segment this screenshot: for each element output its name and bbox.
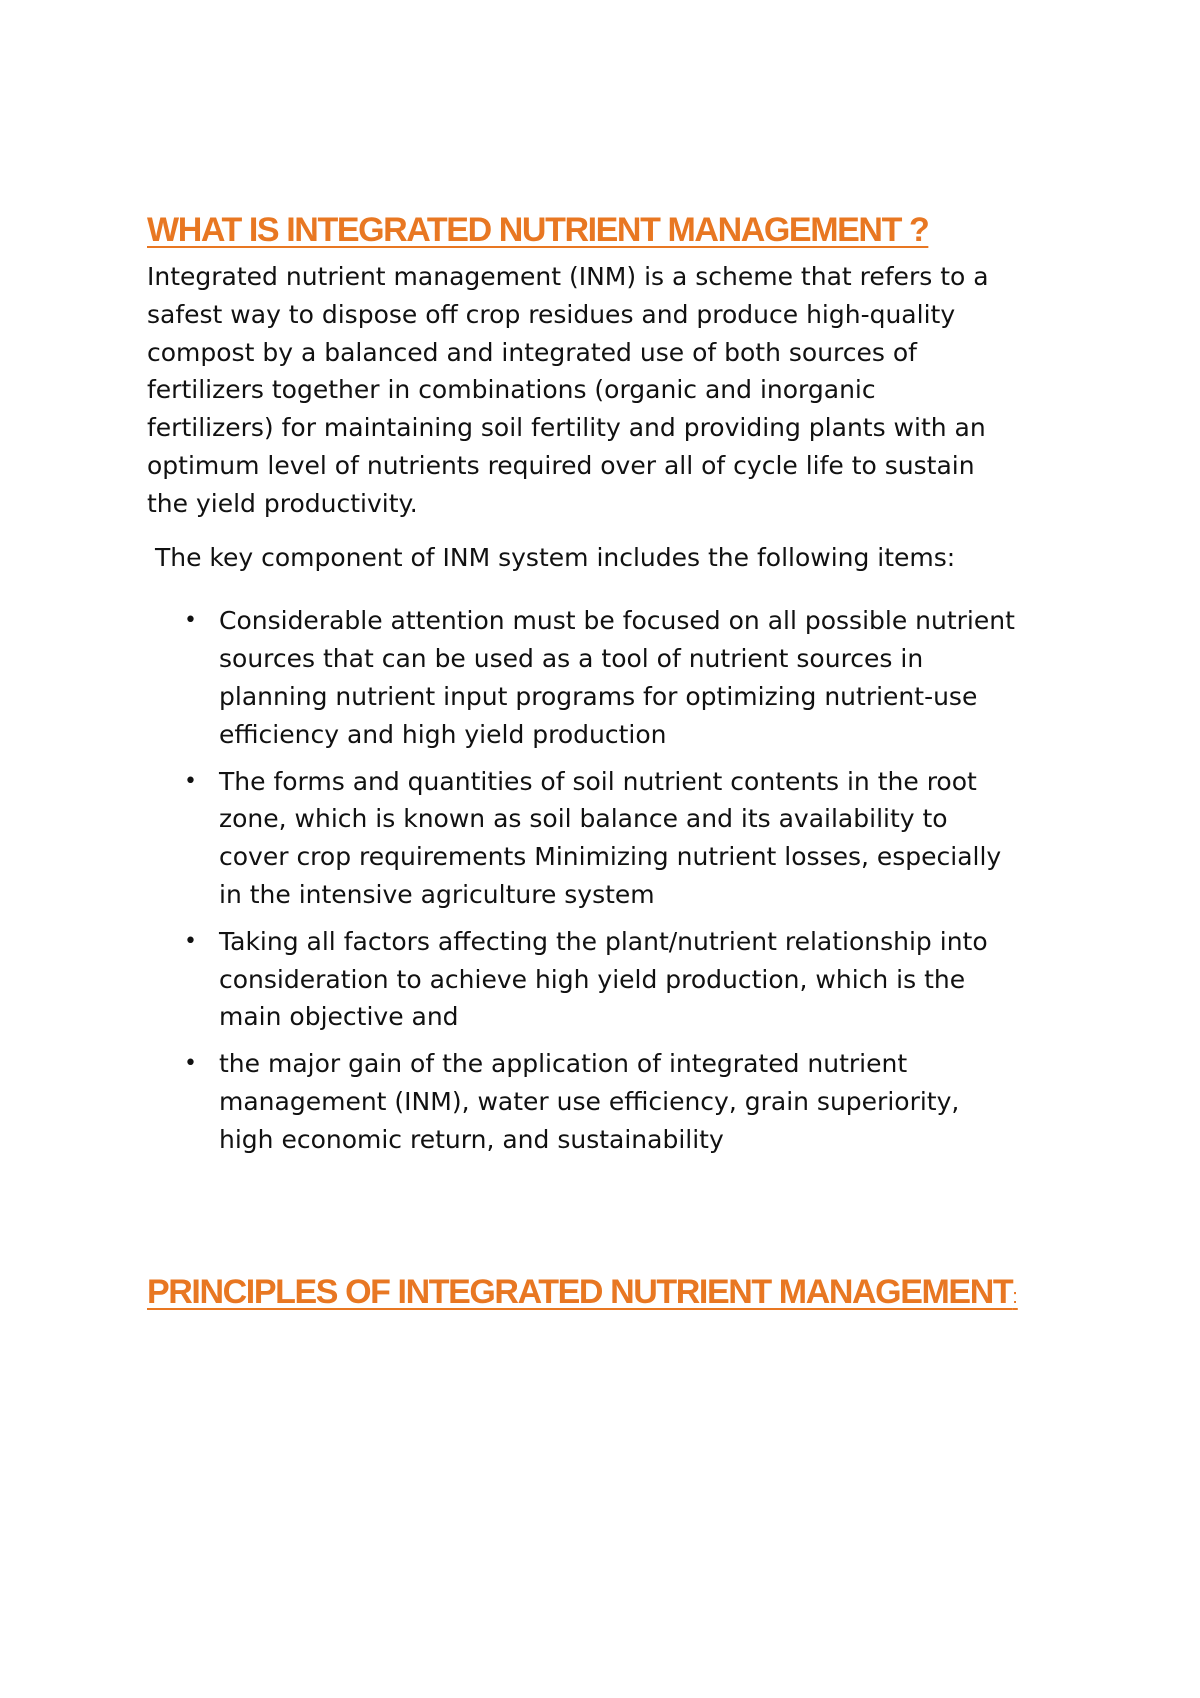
section-heading-what-is-inm: WHAT IS INTEGRATED NUTRIENT MANAGEMENT ? [147,211,929,249]
list-item-text: Taking all factors affecting the plant/nutrient relationship into consideration to achieve high yield production, which is the main objective and [219,926,988,1032]
document-content [147,208,1027,1324]
list-item-text: The forms and quantities of soil nutrient contents in the root zone, which is known as soil balance and its availability to cover crop requirements Minimizing nutrient losses, especially in the intensive agriculture system [219,766,1002,909]
list-item [147,1045,1019,1158]
list-item-text: the major gain of the application of integrated nutrient management (INM), water use efficiency, grain superiority, high economic return, and sustainability [219,1049,960,1154]
components-list [147,602,1027,1158]
components-intro-paragraph: The key component of INM system includes the following items: [147,542,956,572]
bullet-icon: • [184,608,197,634]
heading-colon: : [1012,1285,1018,1308]
bullet-icon: • [184,1051,197,1077]
list-item [147,602,1019,753]
definition-paragraph: Integrated nutrient management (INM) is a scheme that refers to a safest way to dispose off crop residues and produce high-quality compost by a balanced and integrated use of both sources of fertilizers together in combinations (organic and inorganic fertilizers) for maintaining soil fertility and providing plants with an optimum level of nutrients required over all of cycle life to sustain the yield productivity. [147,262,989,518]
list-item-text: Considerable attention must be focused on all possible nutrient sources that can be used as a tool of nutrient sources in planning nutrient input programs for optimizing nutrient-use efficiency and high yield production [219,606,1015,749]
list-item [147,763,1019,914]
bullet-icon: • [184,768,197,794]
principles-heading-text: PRINCIPLES OF INTEGRATED NUTRIENT MANAGEMENT [147,1272,1013,1311]
section-heading-principles [147,1265,1027,1324]
bullet-icon: • [184,928,197,954]
list-item [147,923,1019,1036]
